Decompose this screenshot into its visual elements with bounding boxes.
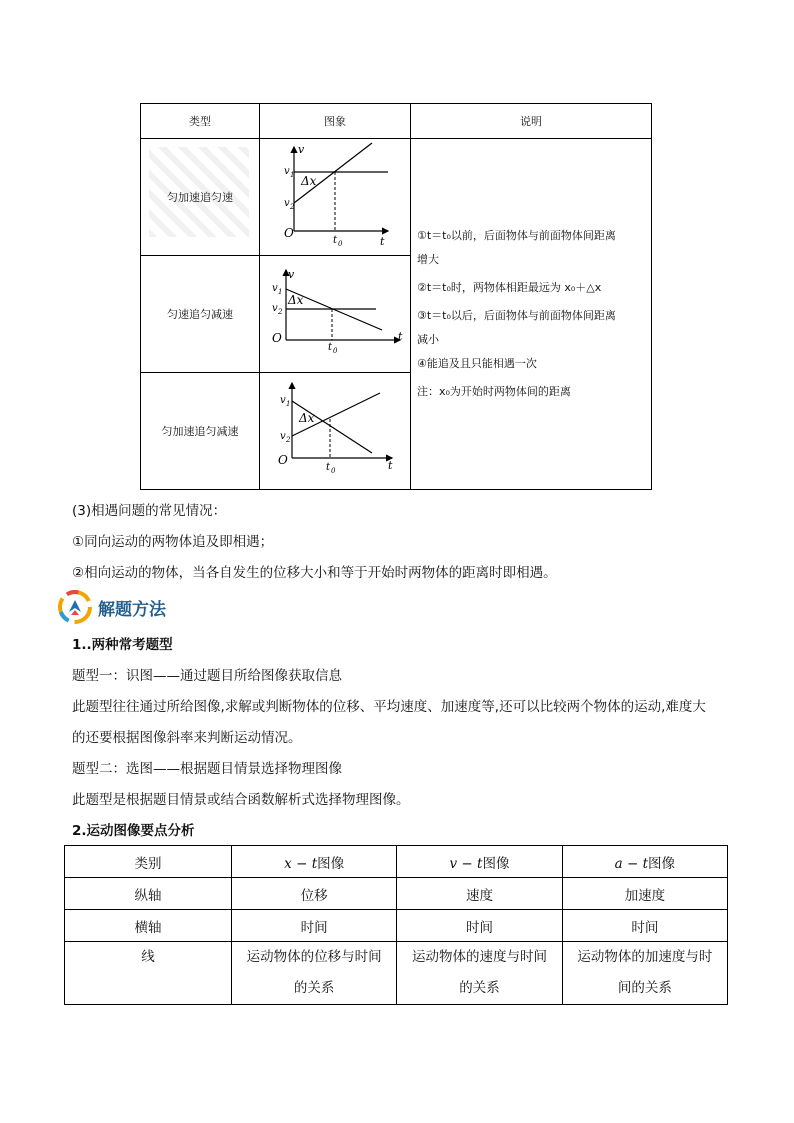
header-x-t: x − t图像	[232, 846, 397, 878]
graph-cell-3	[260, 373, 411, 490]
type-two: 题型二：选图——根据题目情景选择物理图像	[72, 761, 342, 777]
origin-label: O	[284, 226, 294, 240]
section-heading-title: 解题方法	[98, 599, 166, 620]
table-cell: 运动物体的速度与时间 的关系	[397, 942, 562, 1005]
v1-label: v	[284, 166, 290, 177]
encounter-intro: (3)相遇问题的常见情况：	[72, 503, 227, 519]
origin-label: O	[272, 331, 282, 345]
subheading-graph-analysis: 2.运动图像要点分析	[72, 823, 195, 839]
v-axis-label: v	[298, 143, 305, 156]
desc-line-5: 减小	[417, 333, 439, 346]
v2-label: v	[280, 431, 286, 442]
header-v-t: v − t图像	[397, 846, 562, 878]
method-logo-icon	[58, 590, 92, 624]
header-graph: 图象	[260, 104, 411, 139]
table-cell: 时间	[397, 910, 562, 942]
v2-sub: 2	[290, 203, 295, 211]
t0-label: t	[333, 235, 338, 246]
delta-x-label: Δx	[301, 174, 317, 188]
table-cell: 运动物体的加速度与时 间的关系	[562, 942, 727, 1005]
graph-uniform-accel-vs-uniform	[260, 139, 410, 252]
table-cell: 纵轴	[65, 878, 232, 910]
type-label-1: 匀加速追匀速	[167, 191, 233, 204]
type-one-desc-1: 此题型往往通过所给图像,求解或判断物体的位移、平均速度、加速度等,还可以比较两个物体的运动,难度大	[72, 699, 706, 715]
graph-cell-1	[260, 139, 411, 256]
v2-sub: 2	[286, 436, 291, 444]
table-cell: 时间	[232, 910, 397, 942]
v2-label: v	[284, 198, 290, 209]
encounter-case-2: ②相向运动的物体，当各自发生的位移大小和等于开始时两物体的距离时即相遇。	[72, 565, 557, 581]
desc-line-3: ②t＝t₀时，两物体相距最远为 x₀＋△x	[417, 281, 602, 294]
header-type: 类型	[141, 104, 260, 139]
t0-label: t	[326, 462, 331, 473]
type-label-3: 匀加速追匀减速	[161, 425, 239, 438]
header-category: 类别	[65, 846, 232, 878]
header-a-t: a − t图像	[562, 846, 727, 878]
table-cell: 线	[65, 942, 232, 1005]
table-row	[65, 942, 728, 1005]
chase-type-table	[140, 103, 652, 490]
table-cell: 运动物体的位移与时间 的关系	[232, 942, 397, 1005]
desc-line-1: ①t＝t₀以前，后面物体与前面物体间距离	[417, 229, 616, 242]
t0-label: t	[328, 342, 333, 353]
type-one: 题型一：识图——通过题目所给图像获取信息	[72, 668, 342, 684]
table-cell: 横轴	[65, 910, 232, 942]
accel-line	[294, 143, 372, 203]
type-cell-3	[141, 373, 260, 490]
t-axis-label: t	[398, 330, 403, 343]
t-axis-label: t	[388, 459, 393, 472]
table-cell: 速度	[397, 878, 562, 910]
v1-sub: 1	[278, 288, 283, 296]
desc-line-6: ④能追及且只能相遇一次	[417, 357, 537, 370]
description-cell	[411, 139, 652, 490]
encounter-case-1: ①同向运动的两物体追及即相遇；	[72, 534, 274, 550]
graph-uniform-vs-uniform-decel	[260, 256, 410, 369]
v1-sub: 1	[290, 171, 295, 179]
delta-x-label: Δx	[288, 293, 304, 307]
v-axis-label: v	[288, 268, 295, 281]
type-label-2: 匀速追匀减速	[167, 308, 233, 321]
motion-graph-table	[64, 845, 728, 1005]
section-heading	[58, 590, 166, 624]
table-row	[65, 846, 728, 878]
table-cell: 加速度	[562, 878, 727, 910]
table-row	[65, 878, 728, 910]
delta-x-label: Δx	[299, 411, 315, 425]
v1-label: v	[272, 283, 278, 294]
subheading-question-types: 1..两种常考题型	[72, 637, 173, 653]
origin-label: O	[278, 453, 288, 467]
t0-sub: 0	[331, 467, 336, 475]
header-desc: 说明	[411, 104, 652, 139]
table-cell: 位移	[232, 878, 397, 910]
t0-sub: 0	[338, 240, 343, 248]
desc-line-4: ③t＝t₀以后，后面物体与前面物体间距离	[417, 309, 616, 322]
type-cell-1	[141, 139, 260, 256]
desc-note: 注：x₀为开始时两物体间的距离	[417, 385, 571, 398]
desc-line-2: 增大	[417, 253, 439, 266]
graph-cell-2	[260, 256, 411, 373]
v2-sub: 2	[278, 308, 283, 316]
type-two-desc: 此题型是根据题目情景或结合函数解析式选择物理图像。	[72, 792, 410, 808]
graph-accel-vs-decel	[260, 373, 410, 486]
v2-label: v	[272, 303, 278, 314]
table-cell: 时间	[562, 910, 727, 942]
v1-sub: 1	[286, 400, 291, 408]
v1-label: v	[280, 395, 286, 406]
table-row	[65, 910, 728, 942]
type-one-desc-2: 的还要根据图像斜率来判断运动情况。	[72, 730, 302, 746]
decel-line	[292, 401, 372, 453]
t-axis-label: t	[380, 235, 385, 248]
t0-sub: 0	[333, 347, 338, 355]
type-cell-2	[141, 256, 260, 373]
